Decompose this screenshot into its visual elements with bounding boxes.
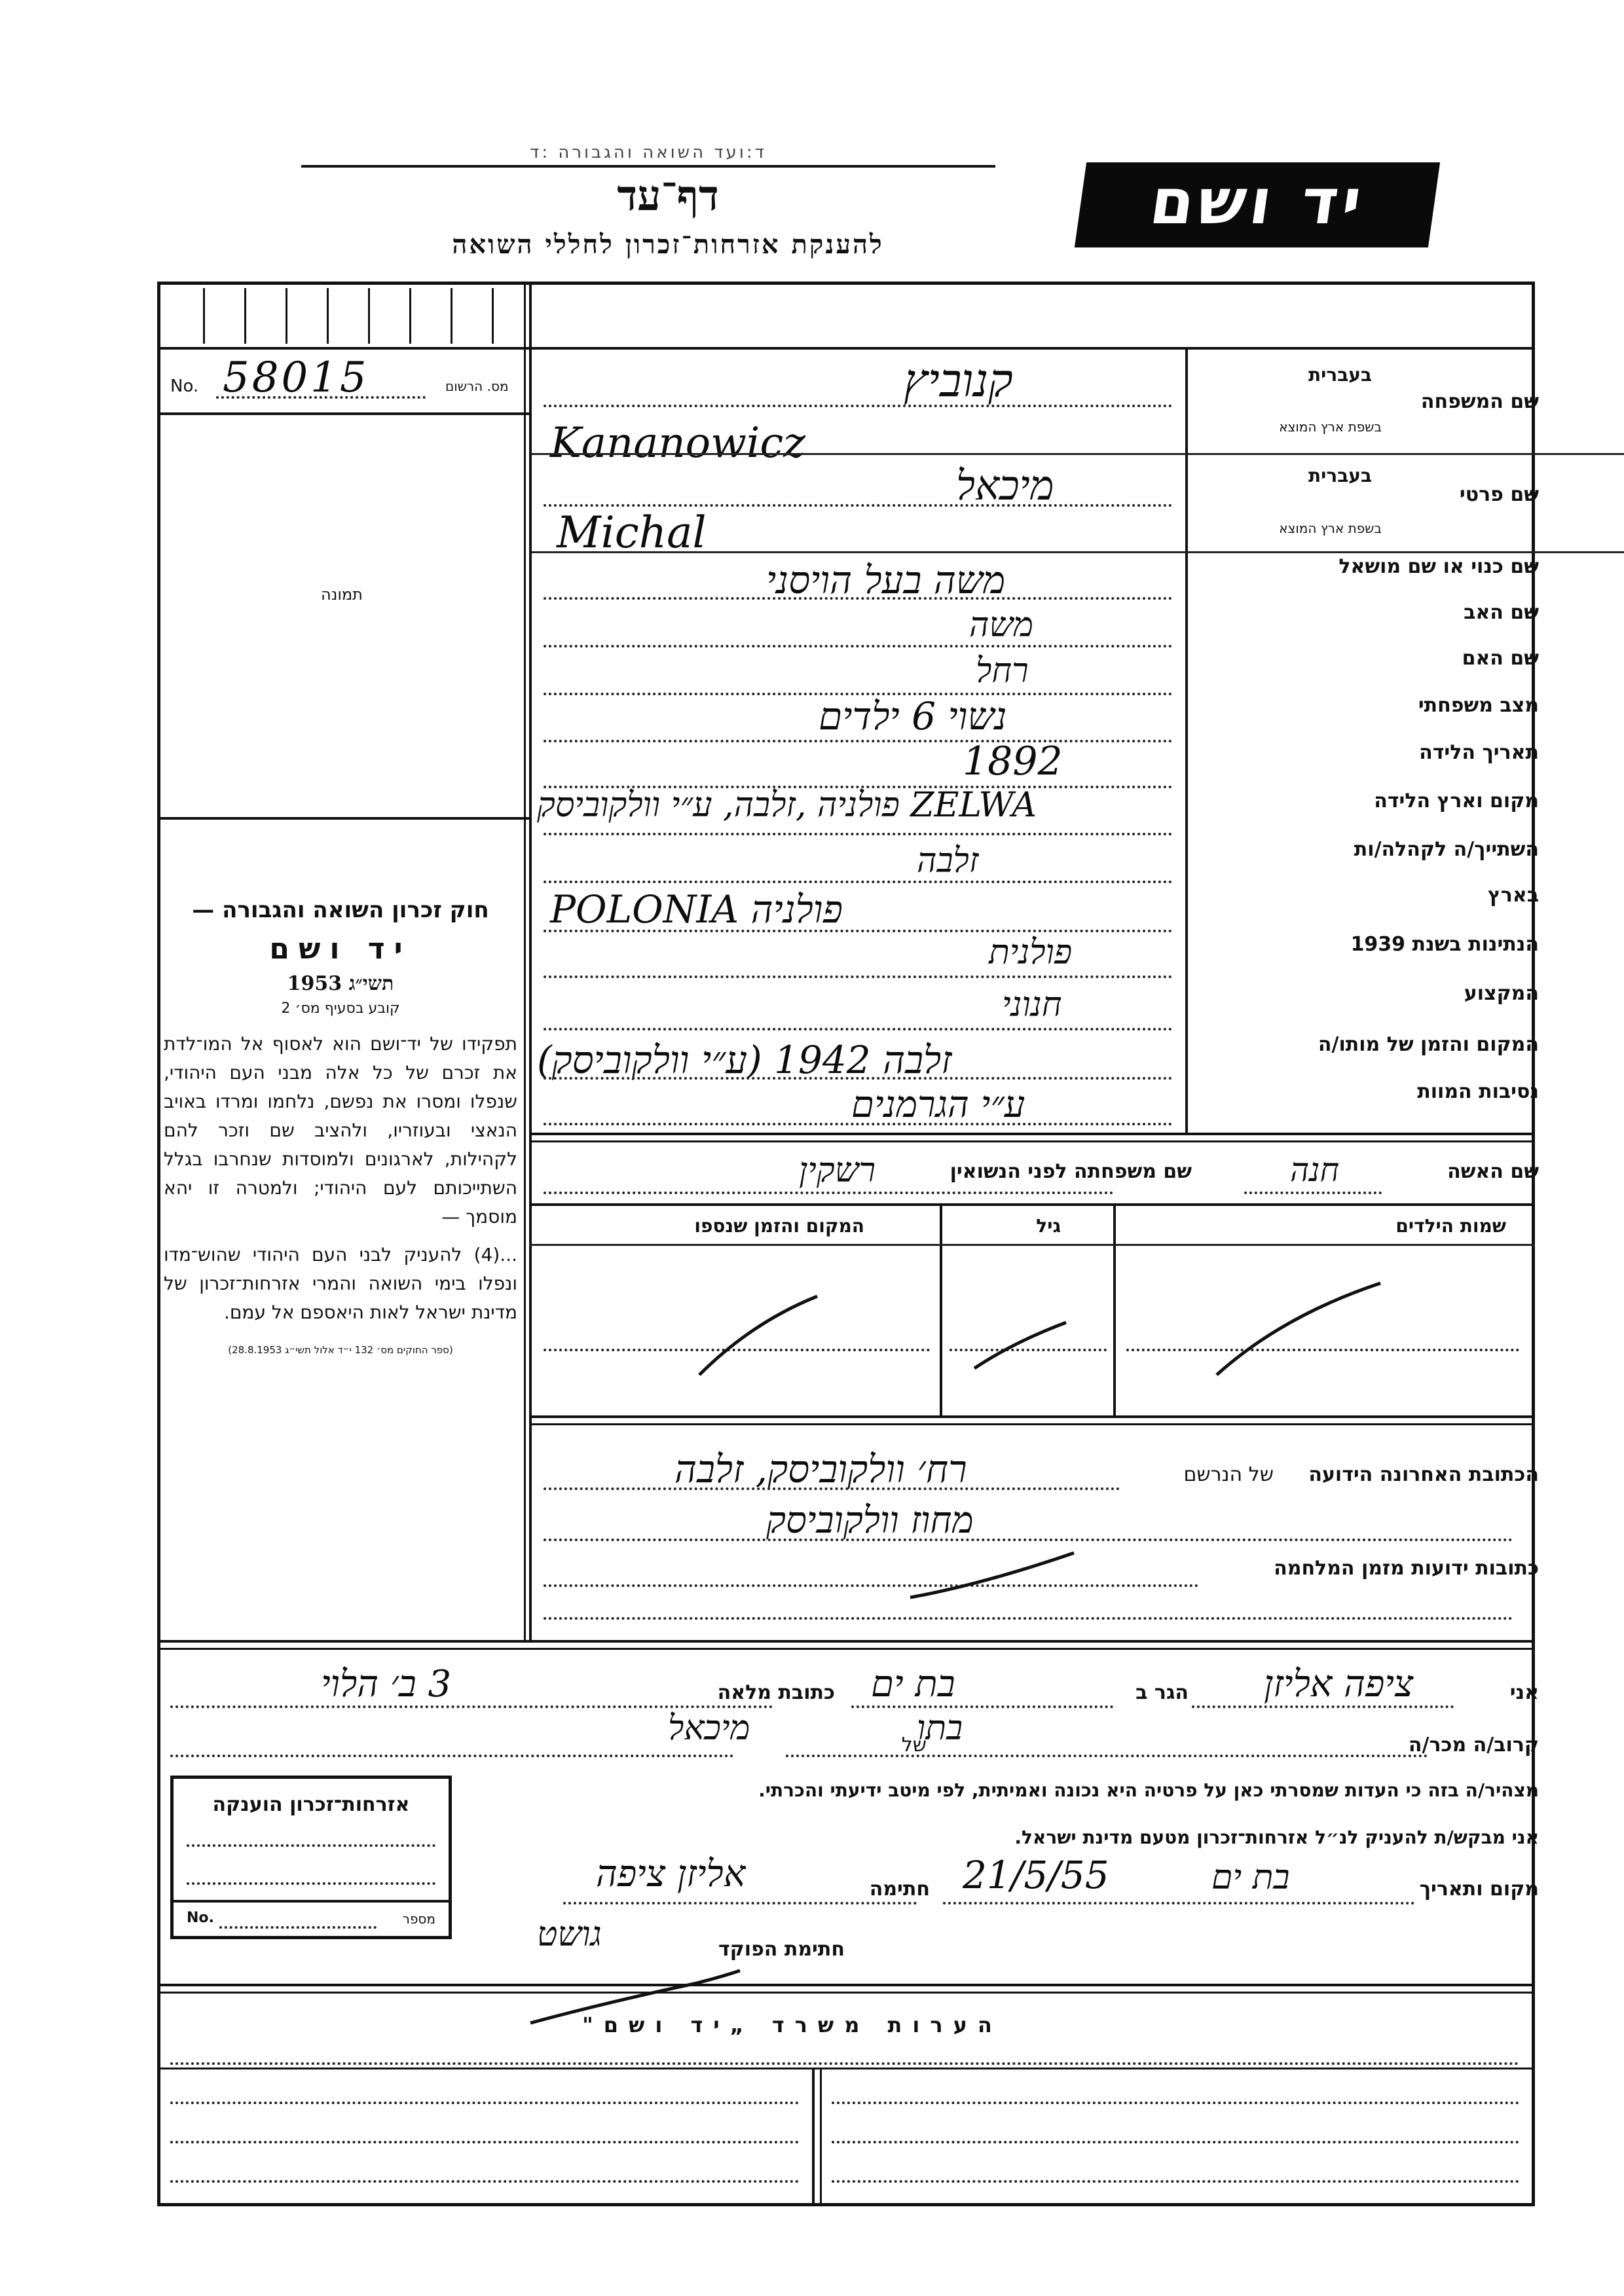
form-subtitle: להענקת אזרחות־זכרון לחללי השואה — [452, 229, 884, 260]
children-age-header: גיל — [1036, 1215, 1061, 1237]
law-name: יד ושם — [269, 932, 412, 966]
death-circumstances-label: נסיבות המוות — [1417, 1080, 1539, 1103]
wife-maiden-label: שם משפחתה לפני הנשואין — [950, 1160, 1192, 1183]
logo-text: יד ושם — [1145, 165, 1370, 238]
reg-no-label: No. — [170, 376, 199, 396]
declarant-statement-2: אני מבקש/ת להעניק לנ״ל אזרחות־זכרון מטעם מדינת ישראל. — [1014, 1827, 1539, 1848]
top-band-text: ד:ועד השואה והגבורה :ד — [530, 145, 767, 162]
form-title: דף־עד — [617, 172, 719, 221]
children-names-header: שמות הילדים — [1395, 1215, 1506, 1237]
nationality-label: הנתינות בשנת 1939 — [1350, 933, 1539, 956]
country-label: בארץ — [1487, 884, 1539, 907]
family-name-sub-he: בעברית — [1308, 364, 1372, 386]
citizenship-box — [170, 1776, 452, 1939]
officer-signature-value: גושט — [537, 1915, 602, 1954]
first-name-sub-orig: בשפת ארץ המוצא — [1279, 520, 1382, 536]
profession-value: חנוני — [1002, 985, 1062, 1025]
children-place-header: המקום והזמן שנספו — [694, 1215, 864, 1237]
profession-label: המקצוע — [1464, 982, 1539, 1005]
declarant-name: ציפה אליזן — [1264, 1663, 1414, 1705]
war-address-label: כתובות ידועות מזמן המלחמה — [1274, 1557, 1539, 1580]
children-strike-marks — [529, 1244, 1535, 1414]
law-paragraph-1: תפקידו של יד־ושם הוא לאסוף אל המו־לדת את זכרם של כל אלה מבני העם היהודי, שנפלו ומסרו את נפשם, נלחמו ומרדו באויב הנאצי ובעוזריו, ולהציב שם וזכר להם לקהילות, לארגונים ולמוסדות שנחרבו בגלל השתייכותם לעם היהודי; ולמטרה זו יהא מוסמך — — [164, 1033, 517, 1228]
header-cells — [164, 288, 517, 344]
date-value: 21/5/55 — [963, 1853, 1109, 1897]
death-circumstances-value: ע״י הגרמנים — [851, 1084, 1025, 1126]
mother-value: רחל — [976, 651, 1029, 691]
photo-label: תמונה — [321, 585, 363, 604]
law-year: תשי״ג 1953 — [287, 972, 394, 995]
law-title: חוק זכרון השואה והגבורה — — [192, 897, 489, 923]
declarant-of-label: של — [901, 1734, 927, 1757]
wife-maiden-value: רשקין — [799, 1151, 876, 1190]
nickname-value: משה בעל הויסני — [766, 558, 1006, 602]
wife-label: שם האשה — [1447, 1160, 1539, 1183]
community-label: השתייך/ה לקהלה/ות — [1354, 838, 1539, 861]
first-name-label: שם פרטי — [1459, 483, 1539, 506]
yad-vashem-logo — [1075, 162, 1440, 247]
last-address-label-b: של הנרשם — [1183, 1463, 1274, 1486]
nickname-label: שם כנוי או שם מושאל — [1338, 555, 1539, 578]
last-address-value-1: רח׳ וולקוביסק, זלבה — [674, 1447, 967, 1491]
declarant-address-label: כתובת מלאה — [717, 1681, 835, 1704]
place-date-label: מקום ותאריך — [1419, 1878, 1539, 1901]
birth-place-label: מקום וארץ הלידה — [1374, 790, 1539, 812]
declarant-address-value: 3 ב׳ הלוי — [321, 1663, 452, 1705]
death-place-label: המקום והזמן של מותו/ה — [1318, 1033, 1539, 1056]
wife-value: חנה — [1290, 1151, 1340, 1189]
family-name-label: שם המשפחה — [1420, 390, 1539, 413]
law-paragraph-2: ...(4) להעניק לבני העם היהודי שהוש־מדו ונפלו בימי השואה והמרי אזרחות־זכרון של מדינת ישראל לאות היאספם אל עמם. — [164, 1244, 517, 1323]
country-value: POLONIA פולניה — [550, 887, 843, 932]
declarant-resides-label: הגר ב — [1135, 1681, 1189, 1704]
first-name-sub-he: בעברית — [1308, 465, 1372, 486]
death-place-value: זלבה 1942 (ע״י וולקוביסק) — [537, 1038, 952, 1082]
nationality-value: פולנית — [989, 933, 1073, 972]
marital-label: מצב משפחתי — [1418, 694, 1539, 717]
reg-no-label-he: מס. הרשום — [445, 378, 509, 394]
law-clause: קובע בסעיף מס׳ 2 — [281, 1000, 400, 1017]
birth-place-value: ZELWA פולניה ,זלבה, ע״י וולקוביסק — [537, 786, 1037, 825]
marital-value: נשוי 6 ילדים — [819, 694, 1007, 738]
family-name-sub-orig: בשפת ארץ המוצא — [1279, 419, 1382, 435]
signature-label: חתימה — [869, 1878, 930, 1901]
citizenship-no-label: No. — [187, 1910, 214, 1926]
reg-no-value: 58015 — [223, 354, 369, 402]
declarant-relative-value: בתו — [917, 1709, 963, 1748]
mother-label: שם האם — [1462, 647, 1539, 670]
birth-date-label: תאריך הלידה — [1419, 741, 1539, 764]
officer-signature-label: חתימת הפוקד — [718, 1938, 845, 1961]
declarant-city: בת ים — [871, 1663, 955, 1705]
top-band — [301, 145, 995, 168]
photo-area — [160, 415, 524, 816]
declarant-relative-label: קרוב/ה מכר/ה — [1408, 1734, 1539, 1757]
father-label: שם האב — [1464, 601, 1539, 624]
declarant-of-value: מיכאל — [668, 1709, 750, 1748]
citizenship-no-label-he: מספר — [402, 1911, 435, 1927]
father-value: משה — [969, 606, 1034, 645]
war-address-strike — [904, 1545, 1113, 1611]
first-name-orig: Michal — [557, 507, 707, 558]
birth-date-value: 1892 — [963, 738, 1063, 784]
last-address-label-a: הכתובת האחרונה הידועה — [1308, 1463, 1539, 1486]
first-name-he: מיכאל — [956, 462, 1054, 509]
place-value: בת ים — [1211, 1858, 1290, 1897]
declarant-statement-1: מצהיר/ה בזה כי העדות שמסרתי כאן על פרטיה היא נכונה ואמיתית, לפי מיטב ידיעתי והכרתי. — [758, 1779, 1539, 1801]
declarant-i-label: אני — [1509, 1681, 1539, 1704]
office-notes-label: הערות משרד „יד ושם" — [582, 2013, 1003, 2037]
last-address-value-2: מחוז וולקוביסק — [766, 1499, 974, 1542]
citizenship-title: אזרחות־זכרון הוענקה — [212, 1793, 410, 1816]
family-name-he: קנוביץ — [904, 354, 1013, 407]
family-name-orig: Kananowicz — [550, 419, 805, 467]
community-value: זלבה — [917, 841, 979, 881]
law-box — [164, 897, 517, 1453]
law-citation: (ספר החוקים מס׳ 132 י״ד אלול תשי״ג 28.8.1953) — [228, 1344, 453, 1356]
signature-value: אליזן ציפה — [596, 1853, 746, 1895]
